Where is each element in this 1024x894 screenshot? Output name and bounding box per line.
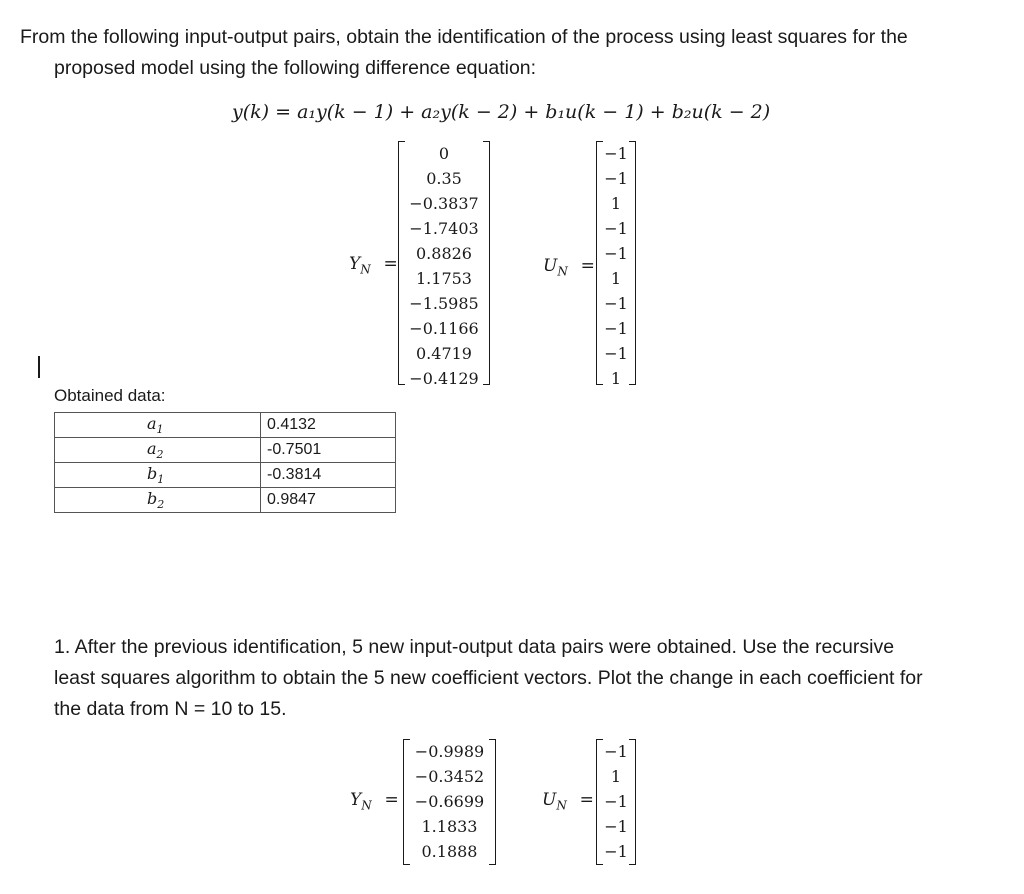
difference-equation: y(k) = a₁y(k − 1) + a₂y(k − 2) + b₁u(k − 1) + b₂u(k − 2): [232, 101, 771, 123]
coefficient-name: [55, 488, 261, 513]
bracket-left: [398, 141, 405, 385]
coefficient-symbol: b: [147, 463, 158, 483]
coefficient-name: [55, 438, 261, 463]
coefficient-value: -0.3814: [261, 463, 396, 488]
vector-entry: 1.1833: [421, 817, 478, 836]
coefficient-subscript: 2: [156, 448, 164, 462]
bracket-right: [629, 141, 636, 385]
coefficient-value: -0.7501: [261, 438, 396, 463]
vector-entry: 1: [610, 194, 622, 213]
vector-entry: −1.7403: [409, 219, 479, 238]
coefficient-symbol: b: [147, 488, 158, 508]
vector-entry: −1: [604, 244, 628, 263]
vector-entry: −1: [604, 842, 628, 861]
vector-entry: −1: [604, 319, 628, 338]
yn-subscript: N: [360, 262, 371, 277]
vector-entry: 1.1753: [416, 269, 472, 288]
vector-entry: −1: [604, 792, 628, 811]
table-row: [55, 413, 396, 438]
coefficient-subscript: 1: [157, 473, 165, 487]
vector-entry: 0.8826: [416, 244, 472, 263]
question-line-3: the data from N = 10 to 15.: [54, 698, 287, 720]
vector-entry: −0.9989: [414, 742, 485, 761]
vector-entry: 0.35: [426, 169, 462, 188]
vector-entry: 1: [610, 369, 622, 388]
coefficient-name: [55, 463, 261, 488]
vector-entry: 0.4719: [416, 344, 472, 363]
vector-entry: −0.1166: [409, 319, 479, 338]
bracket-right: [483, 141, 490, 385]
table-row: [55, 463, 396, 488]
equals-sign: =: [579, 790, 594, 810]
vector-entry: −0.3837: [409, 194, 479, 213]
un-vector-2: [596, 739, 636, 865]
un-symbol: U: [542, 790, 557, 810]
vector-entry: −1: [604, 344, 628, 363]
coefficient-name: [55, 413, 261, 438]
coefficient-value: 0.9847: [261, 488, 396, 513]
un-symbol: U: [543, 256, 558, 276]
question-line-1: 1. After the previous identification, 5 new input-output data pairs were obtained. Use the recursive: [54, 636, 895, 658]
vector-entry: −0.4129: [409, 369, 479, 388]
vector-entry: 1: [610, 269, 622, 288]
yn-label-2: [350, 790, 399, 812]
yn-vector-1: [398, 141, 490, 388]
yn-vector-2: [403, 739, 496, 865]
table-row: [55, 488, 396, 513]
obtained-data-label: Obtained data:: [54, 386, 166, 405]
vector-entry: −0.6699: [414, 792, 485, 811]
coefficient-subscript: 2: [157, 498, 165, 512]
bracket-left: [403, 739, 410, 865]
coefficient-symbol: a: [147, 413, 157, 433]
equals-sign: =: [580, 256, 595, 276]
bracket-right: [489, 739, 496, 865]
un-label-2: [542, 790, 594, 812]
question-line-2: least squares algorithm to obtain the 5 new coefficient vectors. Plot the change in each coefficient for: [54, 667, 923, 689]
bracket-left: [596, 141, 603, 385]
yn-label-1: [349, 254, 398, 276]
vector-entry: 0.1888: [421, 842, 478, 861]
vector-entry: −1.5985: [409, 294, 479, 313]
un-subscript: N: [557, 264, 568, 279]
bracket-left: [596, 739, 603, 865]
vector-entry: −1: [604, 219, 628, 238]
vector-entry: −0.3452: [414, 767, 485, 786]
vector-entry: −1: [604, 294, 628, 313]
un-vector-1: [596, 141, 636, 388]
text-cursor: [38, 356, 40, 378]
yn-symbol: Y: [350, 790, 362, 810]
vector-entry: −1: [604, 742, 628, 761]
coefficient-subscript: 1: [156, 423, 164, 437]
equals-sign: =: [384, 790, 399, 810]
coefficient-symbol: a: [147, 438, 157, 458]
un-label-1: [543, 256, 595, 278]
un-subscript: N: [556, 798, 567, 813]
table-row: [55, 438, 396, 463]
vector-entry: 1: [610, 767, 622, 786]
bracket-right: [629, 739, 636, 865]
yn-symbol: Y: [349, 254, 361, 274]
vector-entry: −1: [604, 144, 628, 163]
equals-sign: =: [383, 254, 398, 274]
vector-entry: −1: [604, 169, 628, 188]
vector-entry: 0: [438, 144, 450, 163]
coefficient-table: [54, 412, 396, 513]
coefficient-value: 0.4132: [261, 413, 396, 438]
intro-line-2: proposed model using the following difference equation:: [54, 57, 537, 79]
intro-line-1: From the following input-output pairs, obtain the identification of the process using least squares for the: [20, 26, 908, 48]
vector-entry: −1: [604, 817, 628, 836]
yn-subscript: N: [361, 798, 372, 813]
